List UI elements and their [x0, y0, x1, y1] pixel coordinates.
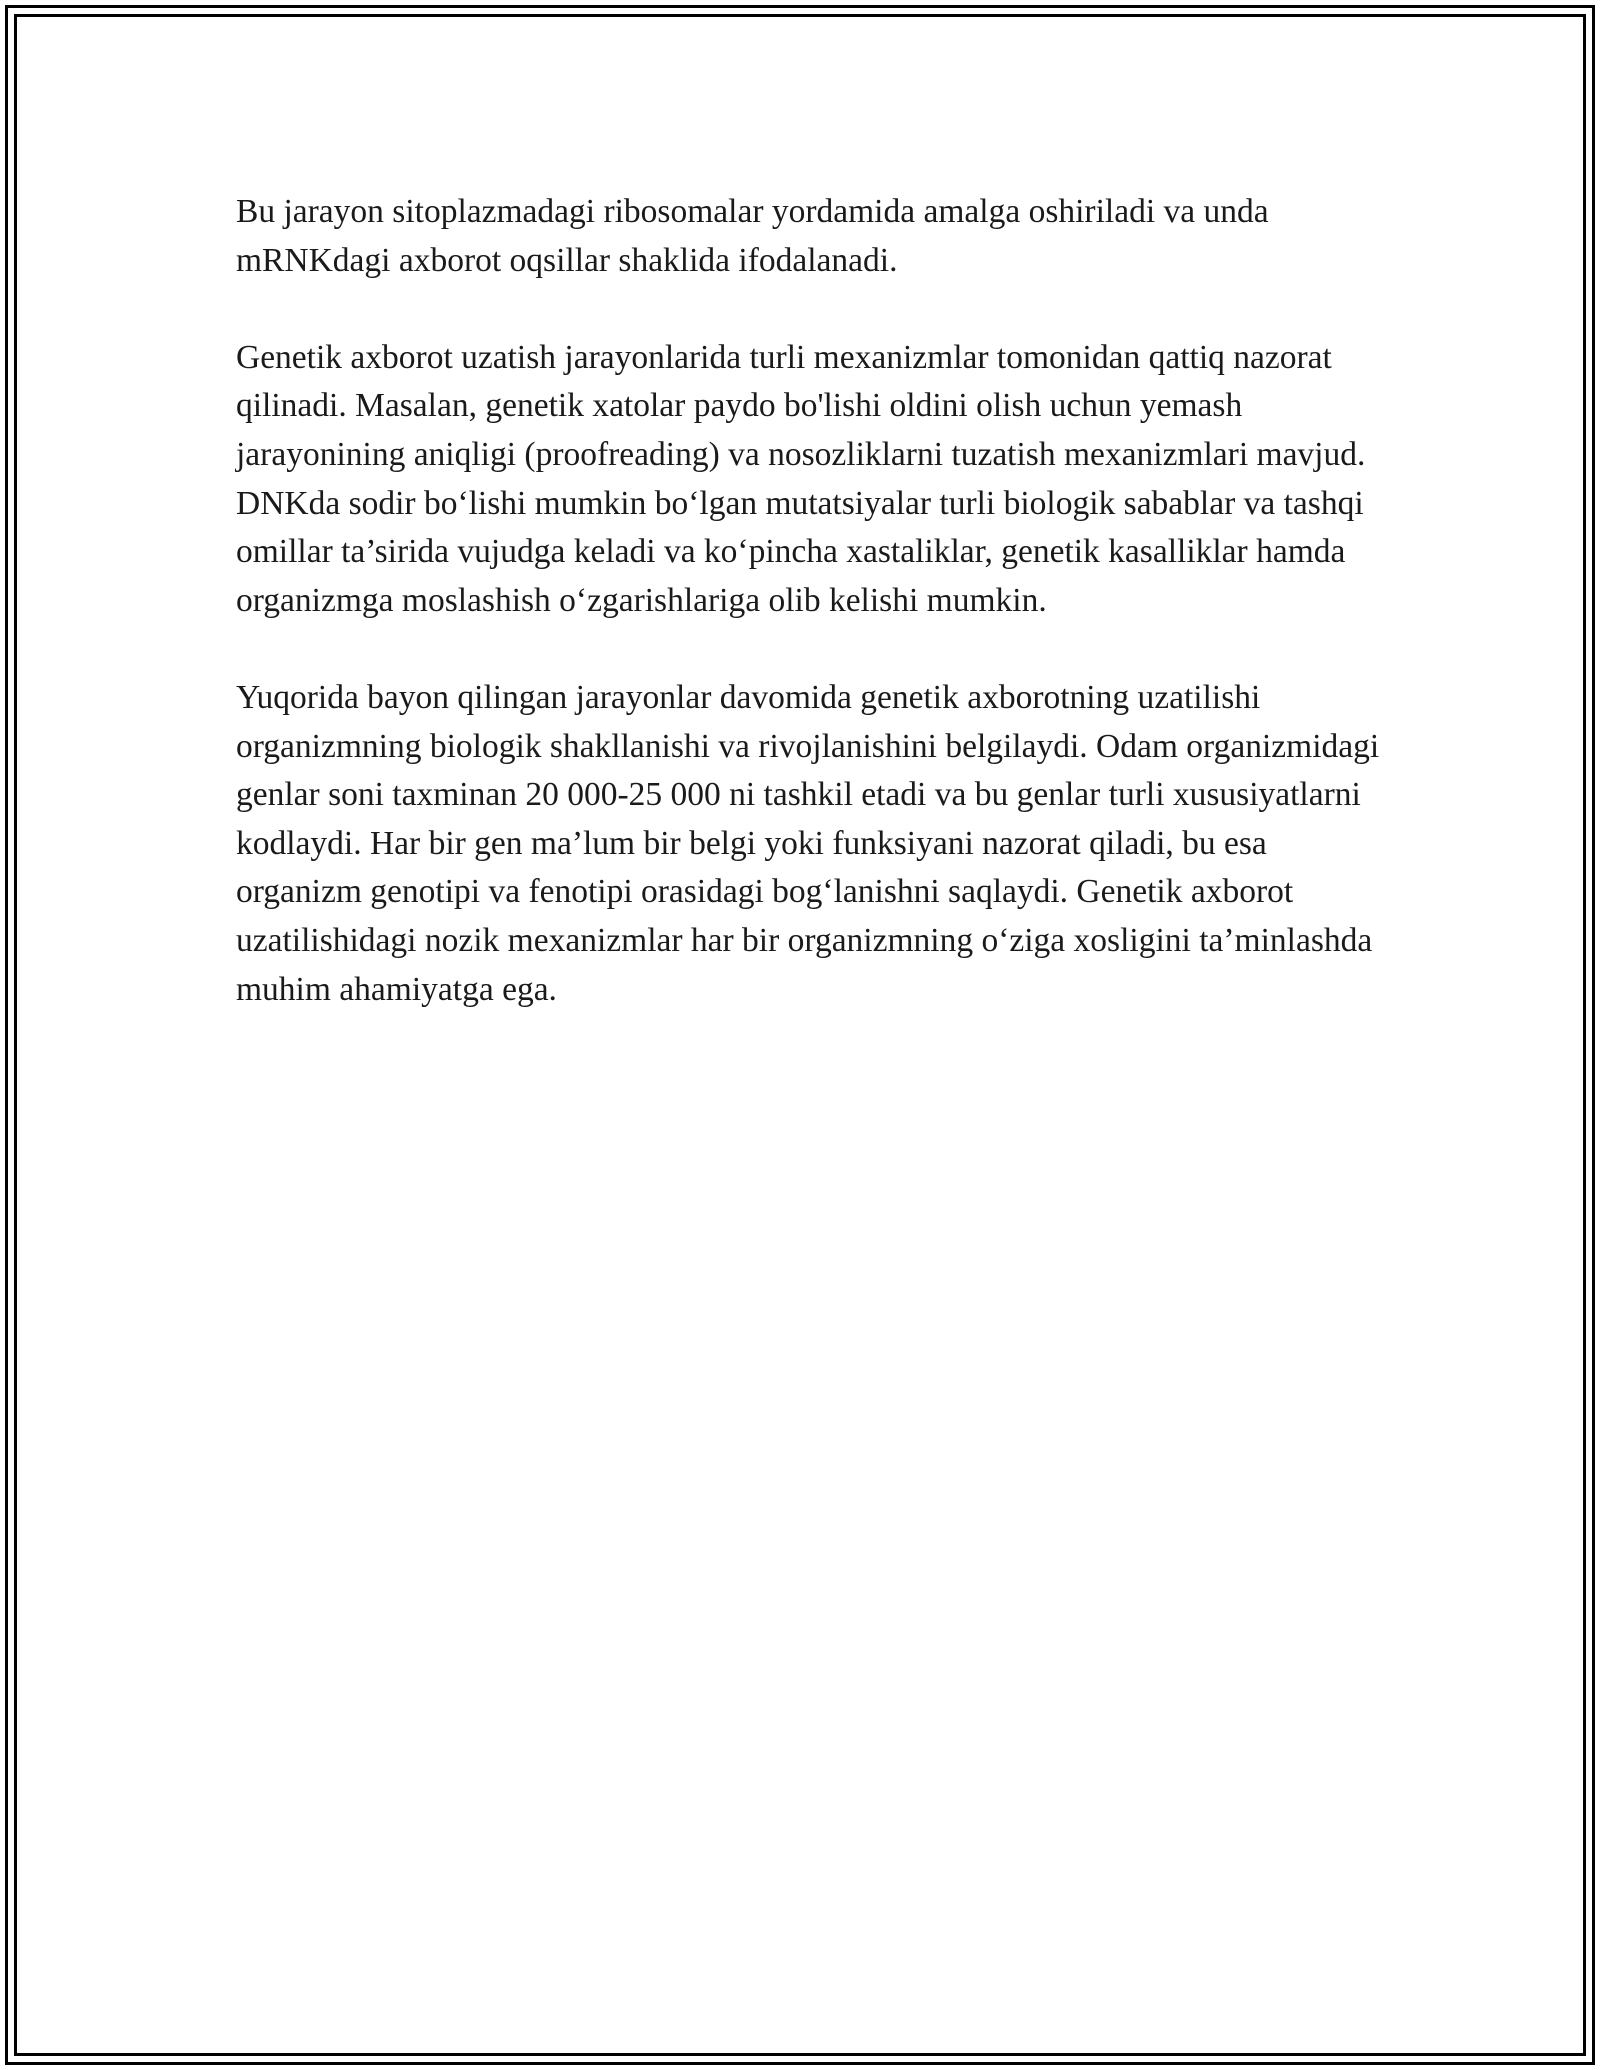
- paragraph-2: Genetik axborot uzatish jarayonlarida turli mexanizmlar tomonidan qattiq nazorat qilinadi. Masalan, genetik xatolar paydo bo'lishi oldini olish uchun yemash jarayonining aniqligi (proofreading) va nosozliklarni tuzatish mexanizmlari mavjud. DNKda sodir bo‘lishi mumkin bo‘lgan mutatsiyalar turli biologik sabablar va tashqi omillar ta’sirida vujudga keladi va ko‘pincha xastaliklar, genetik kasalliklar hamda organizmga moslashish o‘zgarishlariga olib kelishi mumkin.: [236, 338, 1366, 619]
- paragraph-3: Yuqorida bayon qilingan jarayonlar davomida genetik axborotning uzatilishi organizmning biologik shakllanishi va rivojlanishini belgilaydi. Odam organizmidagi genlar soni taxminan 20 000-25 000 ni tashkil etadi va bu genlar turli xususiyatlarni kodlaydi. Har bir gen ma’lum bir belgi yoki funksiyani nazorat qiladi, bu esa organizm genotipi va fenotipi orasidagi bog‘lanishni saqlaydi. Genetik axborot uzatilishidagi nozik mexanizmlar har bir organizmning o‘ziga xosligini ta’minlashda muhim ahamiyatga ega.: [236, 678, 1380, 1008]
- paragraph-1: Bu jarayon sitoplazmadagi ribosomalar yordamida amalga oshiriladi va unda mRNKdagi axborot oqsillar shaklida ifodalanadi.: [236, 193, 1269, 279]
- document-body: [236, 188, 1386, 1063]
